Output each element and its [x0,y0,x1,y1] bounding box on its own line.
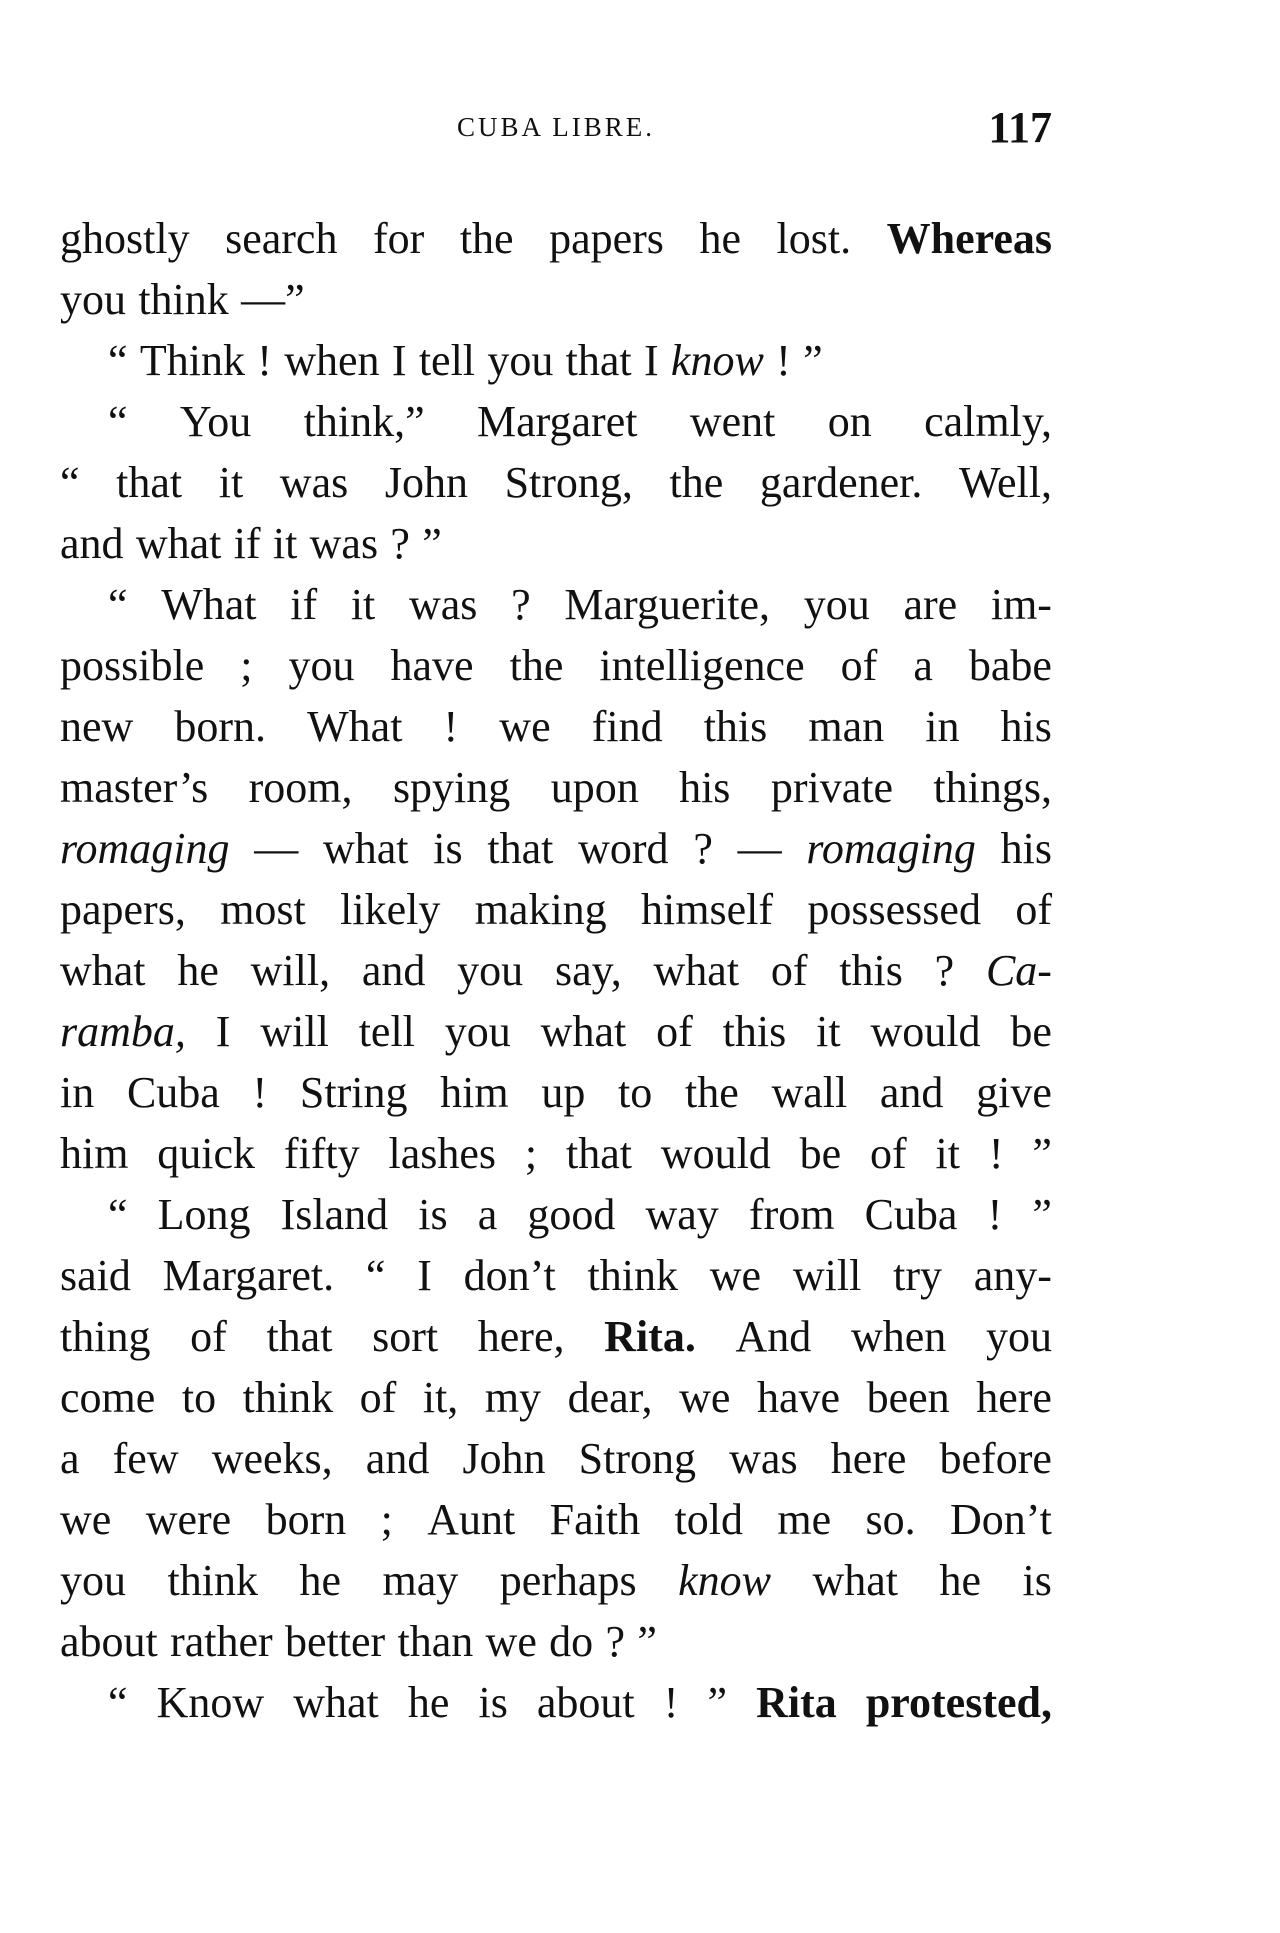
text-line: thing of that sort here, Rita. And when you [60,1312,1052,1361]
text-line: “ Think ! when I tell you that I know ! ” [108,336,823,385]
text-line: him quick fifty lashes ; that would be of it ! ” [60,1129,1052,1178]
text-line: said Margaret. “ I don’t think we will try any- [60,1251,1052,1300]
text-line: a few weeks, and John Strong was here before [60,1434,1052,1483]
body-text [60,208,1052,1733]
text-line: you think he may perhaps know what he is [60,1556,1052,1605]
text-line: possible ; you have the intelligence of a babe [60,641,1052,690]
text-line: about rather better than we do ? ” [60,1617,657,1666]
text-line: we were born ; Aunt Faith told me so. Don’t [60,1495,1052,1544]
text-line: you think —” [60,275,305,324]
page-number: 117 [988,103,1052,152]
text-line: “ What if it was ? Marguerite, you are im- [108,580,1052,629]
text-line: “ Long Island is a good way from Cuba ! ” [108,1190,1052,1239]
text-line: master’s room, spying upon his private things, [60,763,1052,812]
text-line: ramba, I will tell you what of this it would be [60,1007,1052,1056]
text-line: ghostly search for the papers he lost. Whereas [60,214,1052,263]
page-header [60,102,1052,162]
text-line: “ Know what he is about ! ” Rita protested, [108,1678,1052,1727]
text-line: come to think of it, my dear, we have been here [60,1373,1052,1422]
text-line: “ that it was John Strong, the gardener. Well, [60,458,1052,507]
text-line: what he will, and you say, what of this ? Ca- [60,946,1052,995]
text-line: and what if it was ? ” [60,519,442,568]
text-line: in Cuba ! String him up to the wall and give [60,1068,1052,1117]
text-line: “ You think,” Margaret went on calmly, [108,397,1052,446]
running-head: CUBA LIBRE. [456,112,656,142]
text-line: new born. What ! we find this man in his [60,702,1052,751]
text-line: papers, most likely making himself possessed of [60,885,1052,934]
text-line: romaging — what is that word ? — romaging his [60,824,1052,873]
